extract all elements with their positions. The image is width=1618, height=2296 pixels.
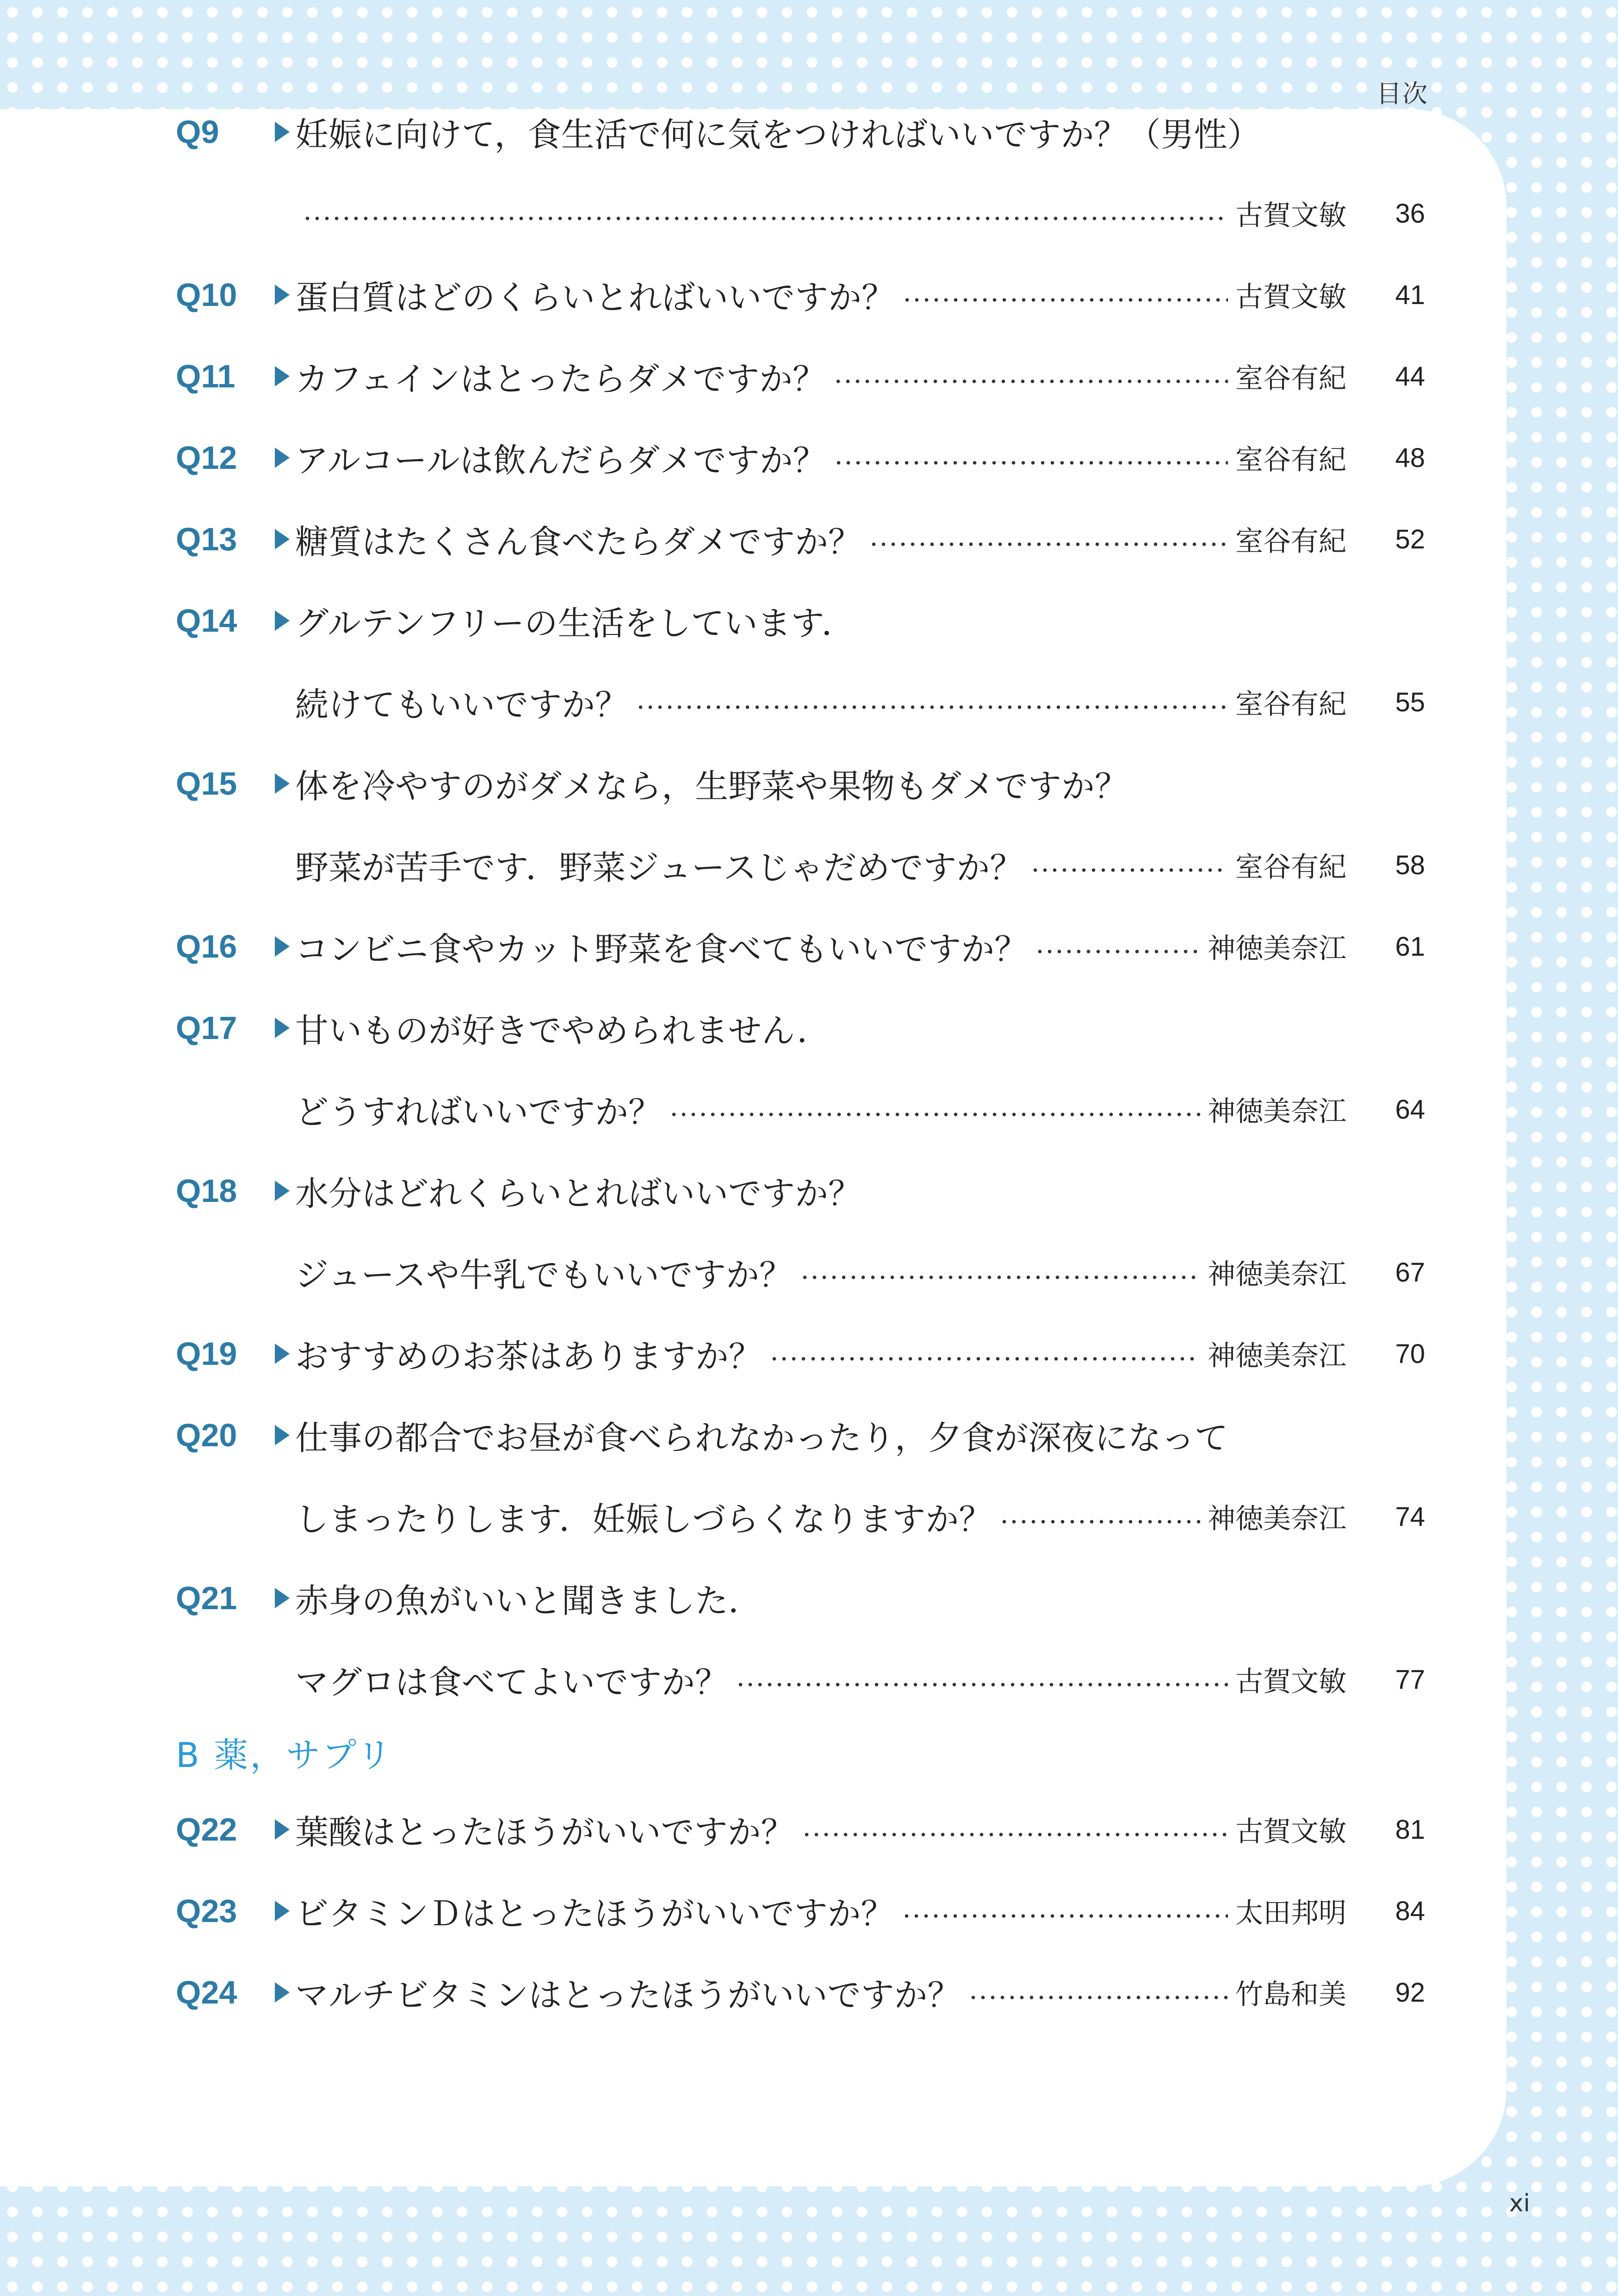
question-number: Q21 [176,1580,237,1616]
entry-title: アルコールは飲んだらダメですか？ [295,441,826,480]
question-number: Q12 [176,440,237,476]
triangle-bullet-icon [275,285,290,305]
triangle-bullet-icon [275,610,290,631]
entry-author: 室谷有紀 [1235,525,1346,558]
entry-page: 84 [1395,1896,1425,1926]
entry-author: 古賀文敏 [1235,199,1346,232]
entry-page: 41 [1395,280,1425,310]
entry-title: 糖質はたくさん食べたらダメですか？ [295,523,862,561]
dot-leader [769,1357,1200,1361]
entry-page: 61 [1395,931,1425,962]
entry-title: 甘いものが好きでやめられません． [295,1011,831,1050]
toc-entry[interactable] [176,1795,1425,1864]
toc-entry-continuation[interactable] [176,1645,1425,1714]
entry-title: 赤身の魚がいいと聞きました． [295,1581,762,1620]
entry-author: 室谷有紀 [1235,688,1346,721]
entry-title: 葉酸はとったほうがいいですか？ [295,1813,794,1852]
dot-leader [902,298,1228,302]
question-number: Q14 [176,603,237,639]
toc-entry-continuation[interactable] [176,1075,1425,1144]
page-header-label: 目次 [1376,79,1428,108]
entry-author: 神徳美奈江 [1208,933,1346,965]
content-sheet [0,109,1506,2186]
toc-entry[interactable] [176,342,1425,411]
dot-leader [968,1996,1228,1999]
question-number: Q11 [176,358,236,394]
dot-leader [736,1683,1228,1686]
table-of-contents [0,109,1506,2186]
dot-leader [636,705,1228,709]
entry-page: 36 [1395,198,1425,229]
entry-author: 神徳美奈江 [1208,1340,1346,1372]
entry-title: どうすればいいですか？ [295,1093,662,1132]
section-heading: B 薬，サプリ [176,1736,393,1775]
toc-entry[interactable] [176,586,1425,655]
toc-entry[interactable] [176,1563,1425,1633]
toc-entry-continuation[interactable] [176,179,1425,248]
entry-author: 室谷有紀 [1235,851,1346,884]
entry-author: 太田邦明 [1235,1897,1346,1929]
entry-page: 64 [1395,1094,1425,1125]
entry-title: しまったりします．妊娠しづらくなりますか？ [295,1500,992,1539]
triangle-bullet-icon [275,936,290,957]
entry-title: コンビニ食やカット野菜を食べてもいいですか？ [295,930,1028,969]
dot-leader [834,461,1228,465]
question-number: Q22 [176,1811,237,1848]
entry-title: 妊娠に向けて，食生活で何に気をつければいいですか？（男性） [295,115,1261,154]
entry-title: 蛋白質はどのくらいとればいいですか？ [295,278,895,317]
entry-author: 古賀文敏 [1235,1666,1346,1698]
dot-leader [1030,868,1228,872]
question-number: Q20 [176,1417,237,1453]
toc-entry-continuation[interactable] [176,830,1425,900]
question-number: Q24 [176,1974,237,2010]
entry-title: 続けてもいいですか？ [295,685,629,724]
dot-leader [303,217,1228,220]
triangle-bullet-icon [275,1901,290,1921]
entry-title: カフェインはとったらダメですか？ [295,360,826,398]
toc-entry[interactable] [176,504,1425,574]
entry-title: マグロは食べてよいですか？ [295,1663,729,1702]
toc-entry-continuation[interactable] [176,1482,1425,1551]
question-number: Q23 [176,1893,237,1929]
entry-page: 67 [1395,1257,1425,1288]
entry-author: 竹島和美 [1235,1979,1346,2011]
entry-page: 52 [1395,524,1425,554]
triangle-bullet-icon [275,529,290,549]
entry-author: 神徳美奈江 [1208,1258,1346,1291]
question-number: Q18 [176,1173,237,1209]
entry-title: 仕事の都合でお昼が食べられなかったり，夕食が深夜になって [295,1419,1228,1457]
entry-title: ビタミンＤはとったほうがいいですか？ [295,1894,894,1933]
entry-page: 58 [1395,850,1425,880]
toc-entry[interactable] [176,1400,1425,1470]
entry-title: 野菜が苦手です．野菜ジュースじゃだめですか？ [295,848,1023,887]
triangle-bullet-icon [275,448,290,468]
toc-entry[interactable] [176,1319,1425,1388]
entry-page: 55 [1395,687,1425,717]
entry-title: ジュースや牛乳でもいいですか？ [295,1256,793,1294]
toc-entry[interactable] [176,1876,1425,1946]
question-number: Q13 [176,521,237,557]
toc-entry[interactable] [176,260,1425,330]
triangle-bullet-icon [275,1344,290,1364]
dot-leader [902,1914,1228,1918]
entry-page: 77 [1395,1664,1425,1695]
entry-author: 室谷有紀 [1235,444,1346,476]
dot-leader [800,1276,1200,1279]
entry-title: グルテンフリーの生活をしています． [295,604,855,643]
entry-title: おすすめのお茶はありますか？ [295,1337,762,1376]
entry-page: 74 [1395,1501,1425,1532]
question-number: Q16 [176,928,237,964]
entry-page: 92 [1395,1977,1425,2008]
dot-leader [1035,950,1200,953]
question-number: Q9 [176,114,219,150]
toc-entry[interactable] [176,1156,1425,1226]
page-number: xi [1509,2190,1530,2217]
triangle-bullet-icon [275,1018,290,1038]
dot-leader [999,1520,1200,1524]
toc-entry[interactable] [176,912,1425,981]
entry-author: 古賀文敏 [1235,1816,1346,1848]
question-number: Q10 [176,277,237,313]
dot-leader [869,542,1228,546]
toc-entry[interactable] [176,749,1425,818]
triangle-bullet-icon [275,1181,290,1201]
entry-page: 81 [1395,1814,1425,1845]
triangle-bullet-icon [275,1425,290,1445]
entry-title: 水分はどれくらいとればいいですか？ [295,1174,862,1213]
triangle-bullet-icon [275,122,290,142]
dot-leader [802,1833,1228,1836]
triangle-bullet-icon [275,1982,290,2003]
toc-entry[interactable] [176,1958,1425,2027]
question-number: Q17 [176,1010,237,1046]
toc-entry-continuation[interactable] [176,667,1425,737]
entry-page: 48 [1395,442,1425,473]
toc-entry[interactable] [176,97,1425,167]
question-number: Q15 [176,765,237,802]
entry-author: 室谷有紀 [1235,362,1346,395]
toc-entry[interactable] [176,423,1425,492]
entry-author: 古賀文敏 [1235,281,1346,313]
triangle-bullet-icon [275,1819,290,1840]
entry-page: 70 [1395,1338,1425,1369]
triangle-bullet-icon [275,1588,290,1608]
entry-author: 神徳美奈江 [1208,1095,1346,1128]
dot-leader [669,1113,1200,1116]
entry-page: 44 [1395,361,1425,392]
toc-entry-continuation[interactable] [176,1238,1425,1307]
entry-author: 神徳美奈江 [1208,1503,1346,1535]
dot-leader [833,380,1228,383]
toc-entry[interactable] [176,993,1425,1063]
triangle-bullet-icon [275,773,290,794]
question-number: Q19 [176,1336,237,1372]
entry-title: 体を冷やすのがダメなら，生野菜や果物もダメですか？ [295,767,1128,806]
triangle-bullet-icon [275,366,290,386]
entry-title: マルチビタミンはとったほうがいいですか？ [295,1976,961,2015]
